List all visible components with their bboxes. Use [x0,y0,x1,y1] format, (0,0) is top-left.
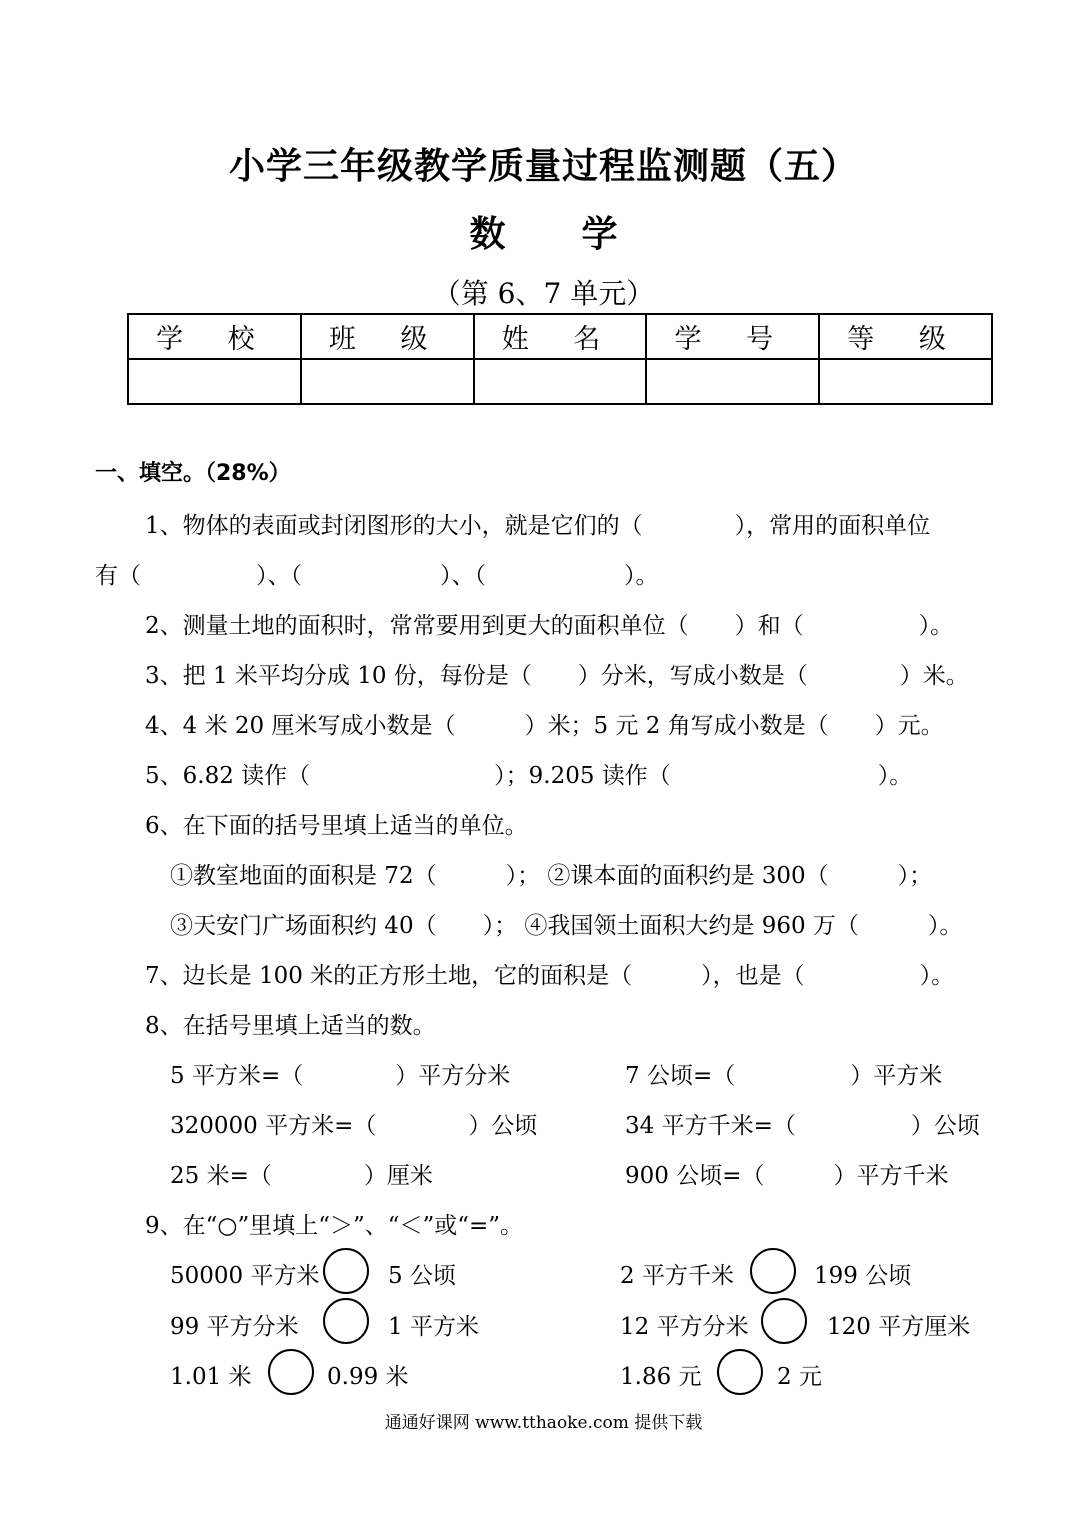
question-line: 4、4 米 20 厘米写成小数是（ ）米；5 元 2 角写成小数是（ ）元。 [145,713,944,739]
info-header-school: 学 校 [128,314,301,359]
compare-left: 99 平方分米 [170,1314,299,1340]
compare-left: 50000 平方米 [170,1263,320,1289]
info-header-grade: 等 级 [819,314,992,359]
compare-left: 1.01 米 [170,1364,252,1390]
question-line: 5、6.82 读作（ ）；9.205 读作（ ）。 [145,763,913,789]
compare-left: 2 平方千米 [620,1263,734,1289]
info-cell-number[interactable] [646,359,819,404]
question-line: 有（ ）、（ ）、（ ）。 [95,563,659,589]
conversion-item: 5 平方米=（ ）平方分米 [170,1063,511,1089]
compare-right: 199 公顷 [814,1263,912,1289]
subject-right: 学 [581,214,618,255]
conversion-item: 900 公顷=（ ）平方千米 [625,1163,949,1189]
question-line: 1、物体的表面或封闭图形的大小，就是它们的（ ），常用的面积单位 [145,513,931,539]
question-line: 3、把 1 米平均分成 10 份，每份是（ ）分米，写成小数是（ ）米。 [145,663,969,689]
subject-title [0,206,1087,257]
page-title: 小学三年级教学质量过程监测题（五） [228,146,858,187]
info-cell-school[interactable] [128,359,301,404]
compare-circle[interactable] [761,1298,807,1344]
q9-instruction: 9、在“○”里填上“＞”、“＜”或“=”。 [145,1213,524,1239]
section-heading: 一、填空。（28%） [95,461,291,486]
compare-circle[interactable] [717,1349,763,1395]
compare-right: 0.99 米 [327,1364,409,1390]
compare-right: 120 平方厘米 [827,1314,971,1340]
question-line: ③天安门广场面积约 40（ ）； ④我国领土面积大约是 960 万（ ）。 [170,913,963,939]
info-cell-grade[interactable] [819,359,992,404]
compare-left: 1.86 元 [620,1364,702,1390]
question-line: 2、测量土地的面积时，常常要用到更大的面积单位（ ）和（ ）。 [145,613,954,639]
conversion-item: 25 米=（ ）厘米 [170,1163,433,1189]
compare-right: 2 元 [777,1364,822,1390]
info-header-row [128,314,992,359]
info-header-class: 班 级 [301,314,474,359]
conversion-item: 320000 平方米=（ ）公顷 [170,1113,538,1139]
question-line: ①教室地面的面积是 72（ ）； ②课本面的面积约是 300（ ）； [170,863,933,889]
info-header-number: 学 号 [646,314,819,359]
question-line: 7、边长是 100 米的正方形土地，它的面积是（ ），也是（ ）。 [145,963,955,989]
compare-circle[interactable] [323,1248,369,1294]
subject-left: 数 [469,214,506,255]
compare-left: 12 平方分米 [620,1314,749,1340]
conversion-item: 34 平方千米=（ ）公顷 [625,1113,980,1139]
compare-circle[interactable] [268,1349,314,1395]
units-subtitle: （第 6、7 单元） [432,277,655,310]
compare-right: 1 平方米 [388,1314,479,1340]
info-cell-name[interactable] [474,359,647,404]
info-header-name: 姓 名 [474,314,647,359]
student-info-table [127,313,993,405]
question-line: 6、在下面的括号里填上适当的单位。 [145,813,528,839]
question-line: 8、在括号里填上适当的数。 [145,1013,436,1039]
conversion-item: 7 公顷=（ ）平方米 [625,1063,943,1089]
page-footer: 通通好课网 www.tthaoke.com 提供下载 [384,1413,703,1433]
compare-right: 5 公顷 [388,1263,456,1289]
compare-circle[interactable] [323,1298,369,1344]
compare-circle[interactable] [750,1248,796,1294]
info-cell-class[interactable] [301,359,474,404]
info-blank-row [128,359,992,404]
